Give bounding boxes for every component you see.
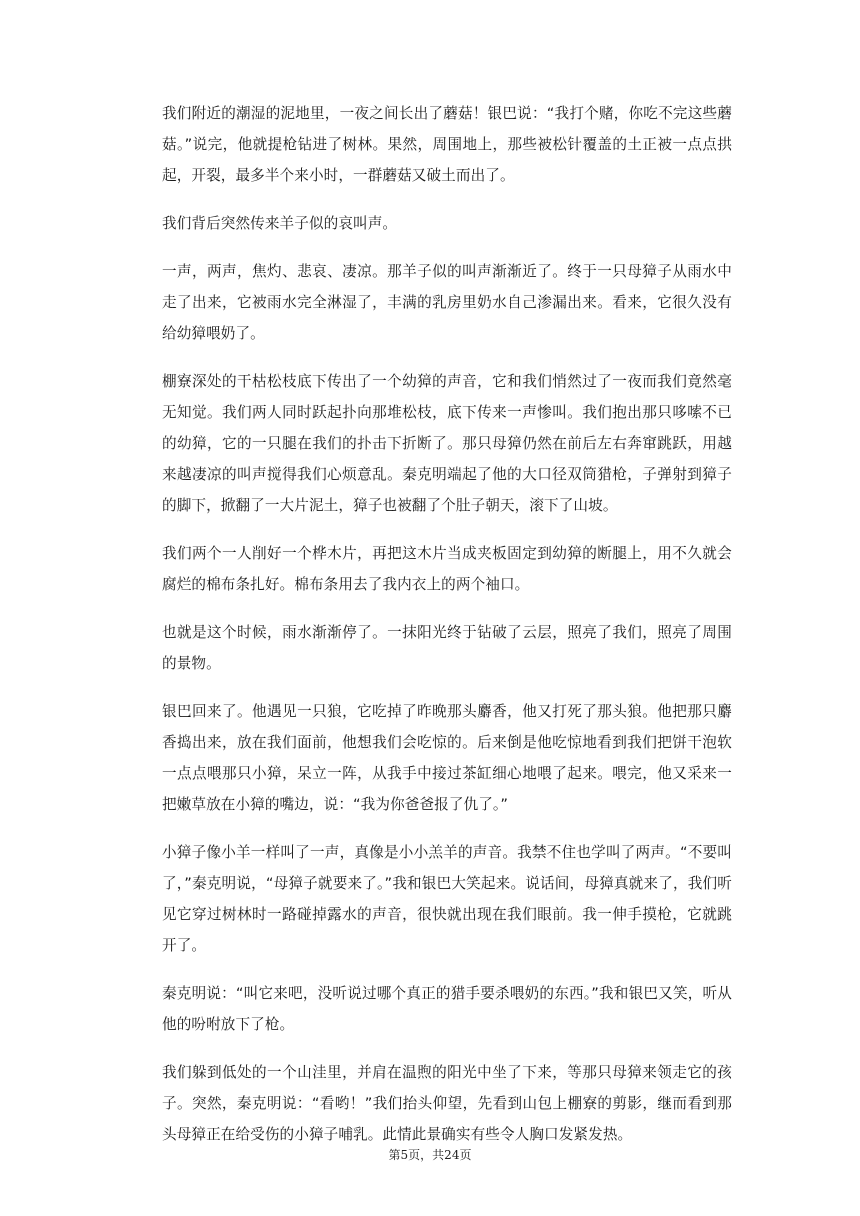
paragraph: 也就是这个时候，雨水渐渐停了。一抹阳光终于钻破了云层，照亮了我们，照亮了周围的景物。 [162,624,732,672]
paragraph: 我们背后突然传来羊子似的哀叫声。 [162,215,398,232]
document-body [162,98,732,1167]
paragraph: 我们躲到低处的一个山洼里，并肩在温煦的阳光中坐了下来，等那只母獐来领走它的孩子。突然，秦克明说：“看哟！”我们抬头仰望，先看到山包上棚寮的剪影，继而看到那头母獐正在给受伤的小獐子哺乳。此情此景确实有些令人胸口发紧发热。 [162,1064,732,1143]
paragraph: 小獐子像小羊一样叫了一声，真像是小小羔羊的声音。我禁不住也学叫了两声。“不要叫了，”秦克明说，“母獐子就要来了。”我和银巴大笑起来。说话间，母獐真就来了，我们听见它穿过树林时一路碰掉露水的声音，很快就出现在我们眼前。我一伸手摸枪，它就跳开了。 [162,844,732,954]
paragraph: 我们附近的潮湿的泥地里，一夜之间长出了蘑菇！银巴说：“我打个赌，你吃不完这些蘑菇。”说完，他就提枪钻进了树林。果然，周围地上，那些被松针覆盖的土正被一点点拱起，开裂，最多半个来小时，一群蘑菇又破土而出了。 [162,105,732,184]
paragraph: 棚寮深处的干枯松枝底下传出了一个幼獐的声音，它和我们悄然过了一夜而我们竟然毫无知觉。我们两人同时跃起扑向那堆松枝，底下传来一声惨叫。我们抱出那只哆嗦不已的幼獐，它的一只腿在我们的扑击下折断了。那只母獐仍然在前后左右奔窜跳跃，用越来越凄凉的叫声搅得我们心烦意乱。秦克明端起了他的大口径双筒猎枪，子弹射到獐子的脚下，掀翻了一大片泥土，獐子也被翻了个肚子朝天，滚下了山坡。 [162,373,732,514]
paragraph: 我们两个一人削好一个桦木片，再把这木片当成夹板固定到幼獐的断腿上，用不久就会腐烂的棉布条扎好。棉布条用去了我内衣上的两个袖口。 [162,545,732,593]
page-number-footer: 第5页，共24页 [388,1148,472,1162]
paragraph: 一声，两声，焦灼、悲哀、凄凉。那羊子似的叫声渐渐近了。终于一只母獐子从雨水中走了出来，它被雨水完全淋湿了，丰满的乳房里奶水自己渗漏出来。看来，它很久没有给幼獐喂奶了。 [162,263,732,342]
paragraph: 秦克明说：“叫它来吧，没听说过哪个真正的猎手要杀喂奶的东西。”我和银巴又笑，听从他的吩咐放下了枪。 [162,985,732,1033]
paragraph: 银巴回来了。他遇见一只狼，它吃掉了昨晚那头麝香，他又打死了那头狼。他把那只麝香捣出来，放在我们面前，他想我们会吃惊的。后来倒是他吃惊地看到我们把饼干泡软一点点喂那只小獐，呆立一阵，从我手中接过茶缸细心地喂了起来。喂完，他又采来一把嫩草放在小獐的嘴边，说：“我为你爸爸报了仇了。” [162,703,732,813]
